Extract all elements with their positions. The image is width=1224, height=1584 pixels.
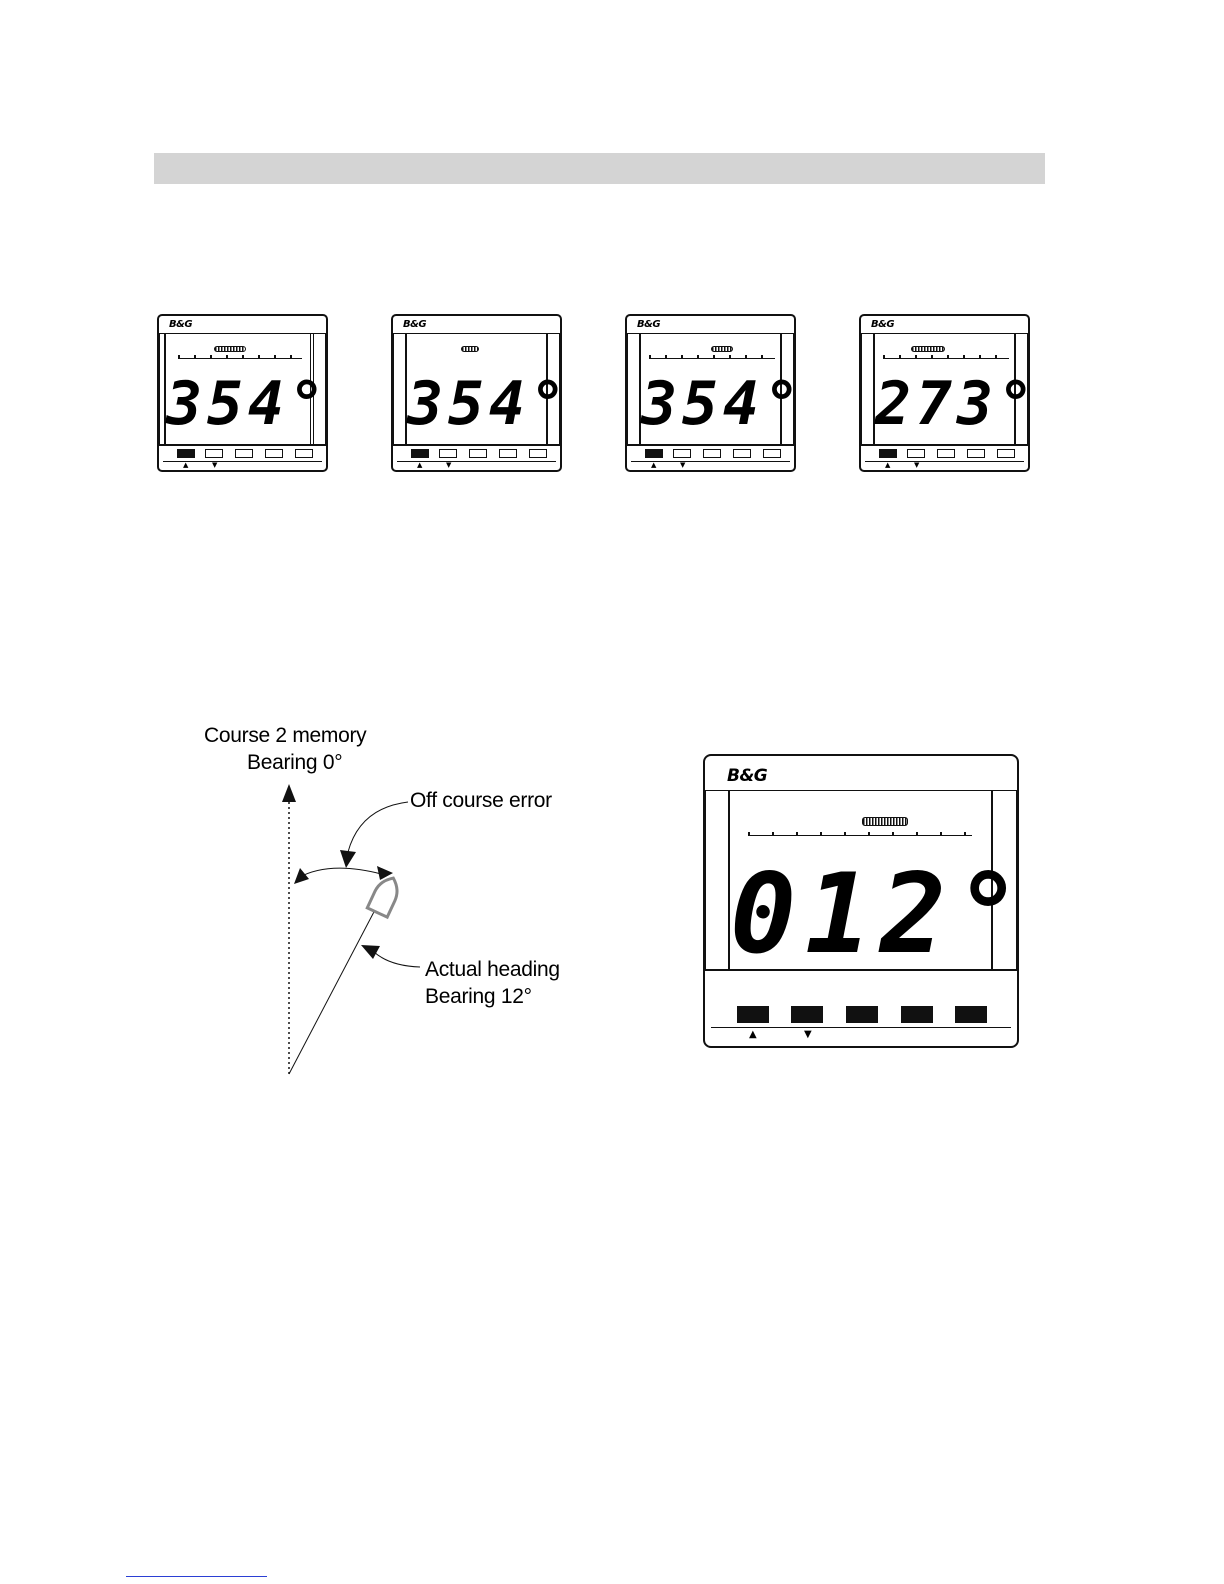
steering-bar: [911, 346, 945, 352]
lcd-screen: [406, 333, 571, 445]
down-button[interactable]: [791, 1006, 823, 1023]
brand-logo: B&G: [871, 319, 895, 330]
function-button-5[interactable]: [295, 449, 313, 458]
function-button-3[interactable]: [846, 1006, 878, 1023]
actual-heading-label: Actual heading: [425, 958, 560, 981]
up-arrow-icon: ▲: [183, 461, 189, 469]
function-button-5[interactable]: [955, 1006, 987, 1023]
function-button-5[interactable]: [763, 449, 781, 458]
up-arrow-icon: ▲: [885, 461, 891, 469]
instrument-display-large: [703, 754, 1031, 1048]
up-button[interactable]: [177, 449, 195, 458]
course-arrow-head: [282, 784, 296, 802]
down-button[interactable]: [439, 449, 457, 458]
steering-bar: [711, 346, 733, 352]
down-arrow-icon: ▼: [446, 461, 452, 469]
function-button-3[interactable]: [937, 449, 955, 458]
tick-scale: [748, 835, 972, 836]
heading-readout: 354°: [641, 369, 805, 439]
course-memory-label: Course 2 memory: [204, 724, 367, 747]
tick-scale: [649, 358, 775, 359]
off-course-label: Off course error: [410, 789, 552, 812]
heading-readout: 012°: [730, 850, 1031, 978]
up-arrow-icon: ▲: [749, 1029, 757, 1040]
up-button[interactable]: [879, 449, 897, 458]
down-button[interactable]: [205, 449, 223, 458]
instrument-display-3: [625, 314, 805, 472]
heading-readout: 354°: [407, 369, 571, 439]
off-course-pointer: [348, 802, 408, 852]
tick-scale: [178, 358, 302, 359]
lcd-screen: [729, 790, 1031, 978]
brand-logo: B&G: [727, 766, 768, 786]
lcd-screen: [165, 333, 330, 445]
function-button-3[interactable]: [469, 449, 487, 458]
function-button-4[interactable]: [499, 449, 517, 458]
up-arrow-icon: ▲: [417, 461, 423, 469]
function-button-4[interactable]: [967, 449, 985, 458]
up-arrow-icon: ▲: [651, 461, 657, 469]
down-arrow-icon: ▼: [804, 1029, 812, 1040]
boat-icon: [367, 873, 403, 917]
function-button-5[interactable]: [997, 449, 1015, 458]
up-button[interactable]: [411, 449, 429, 458]
brand-logo: B&G: [637, 319, 661, 330]
tick-scale: [883, 358, 1009, 359]
actual-heading-pointer: [374, 952, 420, 967]
down-arrow-icon: ▼: [680, 461, 686, 469]
instrument-display-1: [157, 314, 328, 472]
lcd-screen: [874, 333, 1039, 445]
lcd-screen: [640, 333, 805, 445]
steering-bar: [214, 346, 246, 352]
steering-bar: [862, 817, 908, 826]
function-button-4[interactable]: [901, 1006, 933, 1023]
up-button[interactable]: [737, 1006, 769, 1023]
heading-readout: 354°: [166, 369, 330, 439]
down-button[interactable]: [673, 449, 691, 458]
section-header-bar: [154, 153, 1045, 184]
function-button-4[interactable]: [733, 449, 751, 458]
actual-bearing-label: Bearing 12°: [425, 985, 532, 1008]
actual-heading-line: [289, 908, 376, 1074]
off-course-arc: [298, 868, 385, 878]
up-button[interactable]: [645, 449, 663, 458]
down-arrow-icon: ▼: [914, 461, 920, 469]
brand-logo: B&G: [403, 319, 427, 330]
instrument-display-2: [391, 314, 571, 472]
down-arrow-icon: ▼: [212, 461, 218, 469]
instrument-display-4: [859, 314, 1039, 472]
function-button-4[interactable]: [265, 449, 283, 458]
steering-bar: [461, 346, 479, 352]
down-button[interactable]: [907, 449, 925, 458]
heading-readout: 273°: [875, 369, 1039, 439]
function-button-3[interactable]: [235, 449, 253, 458]
function-button-5[interactable]: [529, 449, 547, 458]
brand-logo: B&G: [169, 319, 193, 330]
footer-link-underline[interactable]: [126, 1576, 267, 1577]
function-button-3[interactable]: [703, 449, 721, 458]
course-bearing-label: Bearing 0°: [247, 751, 343, 774]
